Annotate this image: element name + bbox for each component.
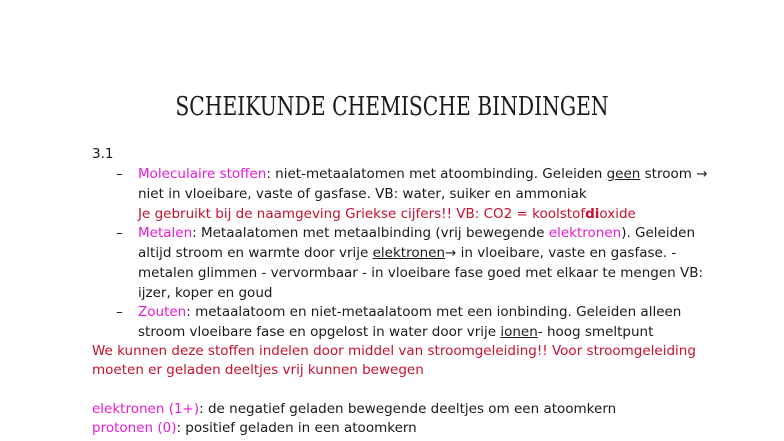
bullet-dash: – [116, 225, 123, 241]
item-moleculaire-line-2: niet in vloeibare, vaste of gasfase. VB: water, suiker en ammoniak [138, 186, 587, 202]
underlined-word: elektronen [372, 245, 446, 261]
page-title: SCHEIKUNDE CHEMISCHE BINDINGEN [175, 92, 609, 122]
note-line-2: moeten er geladen deeltjes vrij kunnen bewegen [92, 362, 424, 378]
item-zouten-line-2: stroom vloeibare fase en opgelost in water door vrije ionen- hoog smeltpunt [138, 324, 654, 340]
item-moleculaire-line-1: Moleculaire stoffen: niet-metaalatomen met atoombinding. Geleiden geen stroom → [138, 166, 708, 182]
term-metalen: Metalen [138, 225, 193, 241]
section-number: 3.1 [92, 146, 114, 162]
term-zouten: Zouten [138, 304, 187, 320]
item-metalen-line-2: altijd stroom en warmte door vrije elektronen→ in vloeibare, vaste en gasfase. - [138, 245, 677, 261]
definition-protonen: protonen (0): positief geladen in een atoomkern [92, 420, 417, 436]
underlined-word: ionen [500, 324, 538, 340]
note-line-1: We kunnen deze stoffen indelen door middel van stroomgeleiding!! Voor stroomgeleiding [92, 343, 696, 359]
term-moleculaire-stoffen: Moleculaire stoffen [138, 166, 267, 182]
item-metalen-line-1: Metalen: Metaalatomen met metaalbinding (vrij bewegende elektronen). Geleiden [138, 225, 696, 241]
item-metalen-line-4: ijzer, koper en goud [138, 285, 273, 301]
bullet-dash: – [116, 166, 123, 182]
item-metalen-line-3: metalen glimmen - vervormbaar - in vloeibare fase goed met elkaar te mengen VB: [138, 265, 704, 281]
underlined-word: geen [606, 166, 641, 182]
item-moleculaire-note: Je gebruikt bij de naamgeving Griekse cijfers!! VB: CO2 = koolstofdioxide [138, 206, 636, 222]
item-zouten-line-1: Zouten: metaalatoom en niet-metaalatoom met een ionbinding. Geleiden alleen [138, 304, 682, 320]
bullet-dash: – [116, 304, 123, 320]
definition-elektronen: elektronen (1+): de negatief geladen bewegende deeltjes om een atoomkern [92, 401, 617, 417]
